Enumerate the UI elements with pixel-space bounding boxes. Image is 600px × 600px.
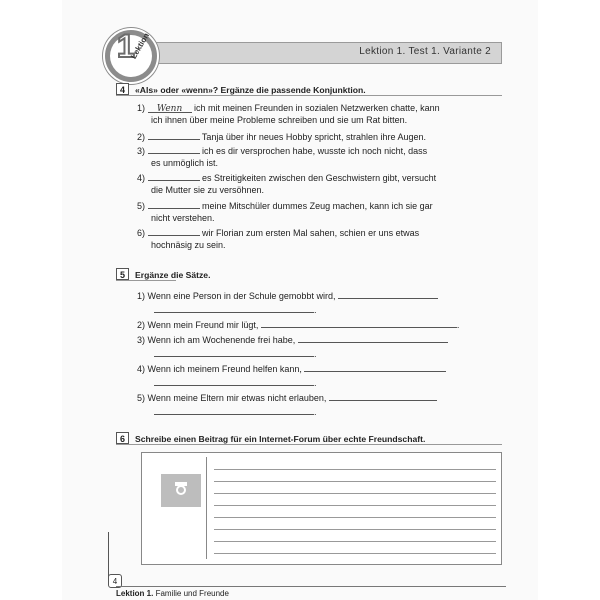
answer-field[interactable] [154, 347, 314, 357]
footer-rule [116, 586, 506, 587]
task4-number: 4 [116, 83, 129, 95]
task6-rule [116, 444, 502, 445]
task6-heading [116, 432, 425, 444]
footer-topic: Familie und Freunde [155, 589, 229, 598]
handwritten-answer: Wenn [156, 104, 183, 114]
task4-item-1: 1) Wenn ich mit meinen Freunden in sozialen Netzwerken chatte, kann ich ihnen über meine Probleme schreiben und sie um Rat bitten. [137, 103, 440, 125]
answer-field[interactable] [338, 289, 438, 299]
answer-field[interactable] [154, 303, 314, 313]
badge-word: Lektion [129, 31, 152, 61]
writing-line [214, 529, 496, 530]
writing-line [214, 481, 496, 482]
answer-field[interactable] [148, 144, 200, 154]
task5-item-3: 3) Wenn ich am Wochenende frei habe, . [137, 333, 502, 360]
answer-field[interactable] [298, 333, 448, 343]
forum-post-box[interactable] [141, 452, 502, 565]
task4-item-4: 4) es Streitigkeiten zwischen den Geschwistern gibt, versucht die Mutter sie zu versöhnen. [137, 173, 437, 195]
answer-field[interactable] [154, 405, 314, 415]
answer-field[interactable] [304, 362, 446, 372]
answer-field[interactable] [148, 199, 200, 209]
writing-line [214, 493, 496, 494]
task4-item-6: 6) wir Florian zum ersten Mal sahen, schien er uns etwas hochnäsig zu sein. [137, 228, 420, 250]
task6-instruction: Schreibe einen Beitrag für ein Internet-Forum über echte Freundschaft. [135, 434, 426, 444]
answer-field[interactable] [148, 130, 200, 140]
task4-heading [116, 83, 366, 95]
page-number: 4 [108, 574, 122, 588]
task5-item-5: 5) Wenn meine Eltern mir etwas nicht erlauben, . [137, 391, 502, 418]
task5-rule [116, 280, 176, 281]
answer-field[interactable] [148, 103, 192, 113]
header-bar [110, 42, 502, 64]
task4-item-3: 3) ich es dir versprochen habe, wusste ich noch nicht, dass es unmöglich ist. [137, 146, 428, 168]
camera-icon [161, 474, 201, 507]
footer [116, 589, 229, 598]
answer-field[interactable] [261, 318, 457, 328]
task4-instruction: «Als» oder «wenn»? Ergänze die passende Konjunktion. [135, 85, 366, 95]
task5-item-2: 2) Wenn mein Freund mir lügt, . [137, 320, 460, 330]
task5-item-1: 1) Wenn eine Person in der Schule gemobbt wird, . [137, 289, 502, 316]
task5-heading [116, 268, 210, 280]
task5-number: 5 [116, 268, 129, 280]
header-title: Lektion 1. Test 1. Variante 2 [359, 46, 491, 57]
answer-field[interactable] [148, 171, 200, 181]
answer-field[interactable] [329, 391, 437, 401]
writing-line [214, 505, 496, 506]
badge-number: 1 [117, 28, 135, 64]
writing-line [214, 541, 496, 542]
task4-item-2: 2) Tanja über ihr neues Hobby spricht, strahlen ihre Augen. [137, 132, 427, 142]
footer-lesson: Lektion 1. [116, 589, 154, 598]
task6-number: 6 [116, 432, 129, 444]
writing-line [214, 517, 496, 518]
lesson-badge [103, 28, 159, 84]
task5-instruction: Ergänze die Sätze. [135, 270, 211, 280]
photo-placeholder [148, 457, 207, 559]
task5-item-4: 4) Wenn ich meinem Freund helfen kann, . [137, 362, 502, 389]
writing-line [214, 553, 496, 554]
task4-item-5: 5) meine Mitschüler dummes Zeug machen, kann ich sie gar nicht verstehen. [137, 201, 433, 223]
answer-field[interactable] [154, 376, 314, 386]
task4-rule [116, 95, 502, 96]
writing-line [214, 469, 496, 470]
answer-field[interactable] [148, 226, 200, 236]
